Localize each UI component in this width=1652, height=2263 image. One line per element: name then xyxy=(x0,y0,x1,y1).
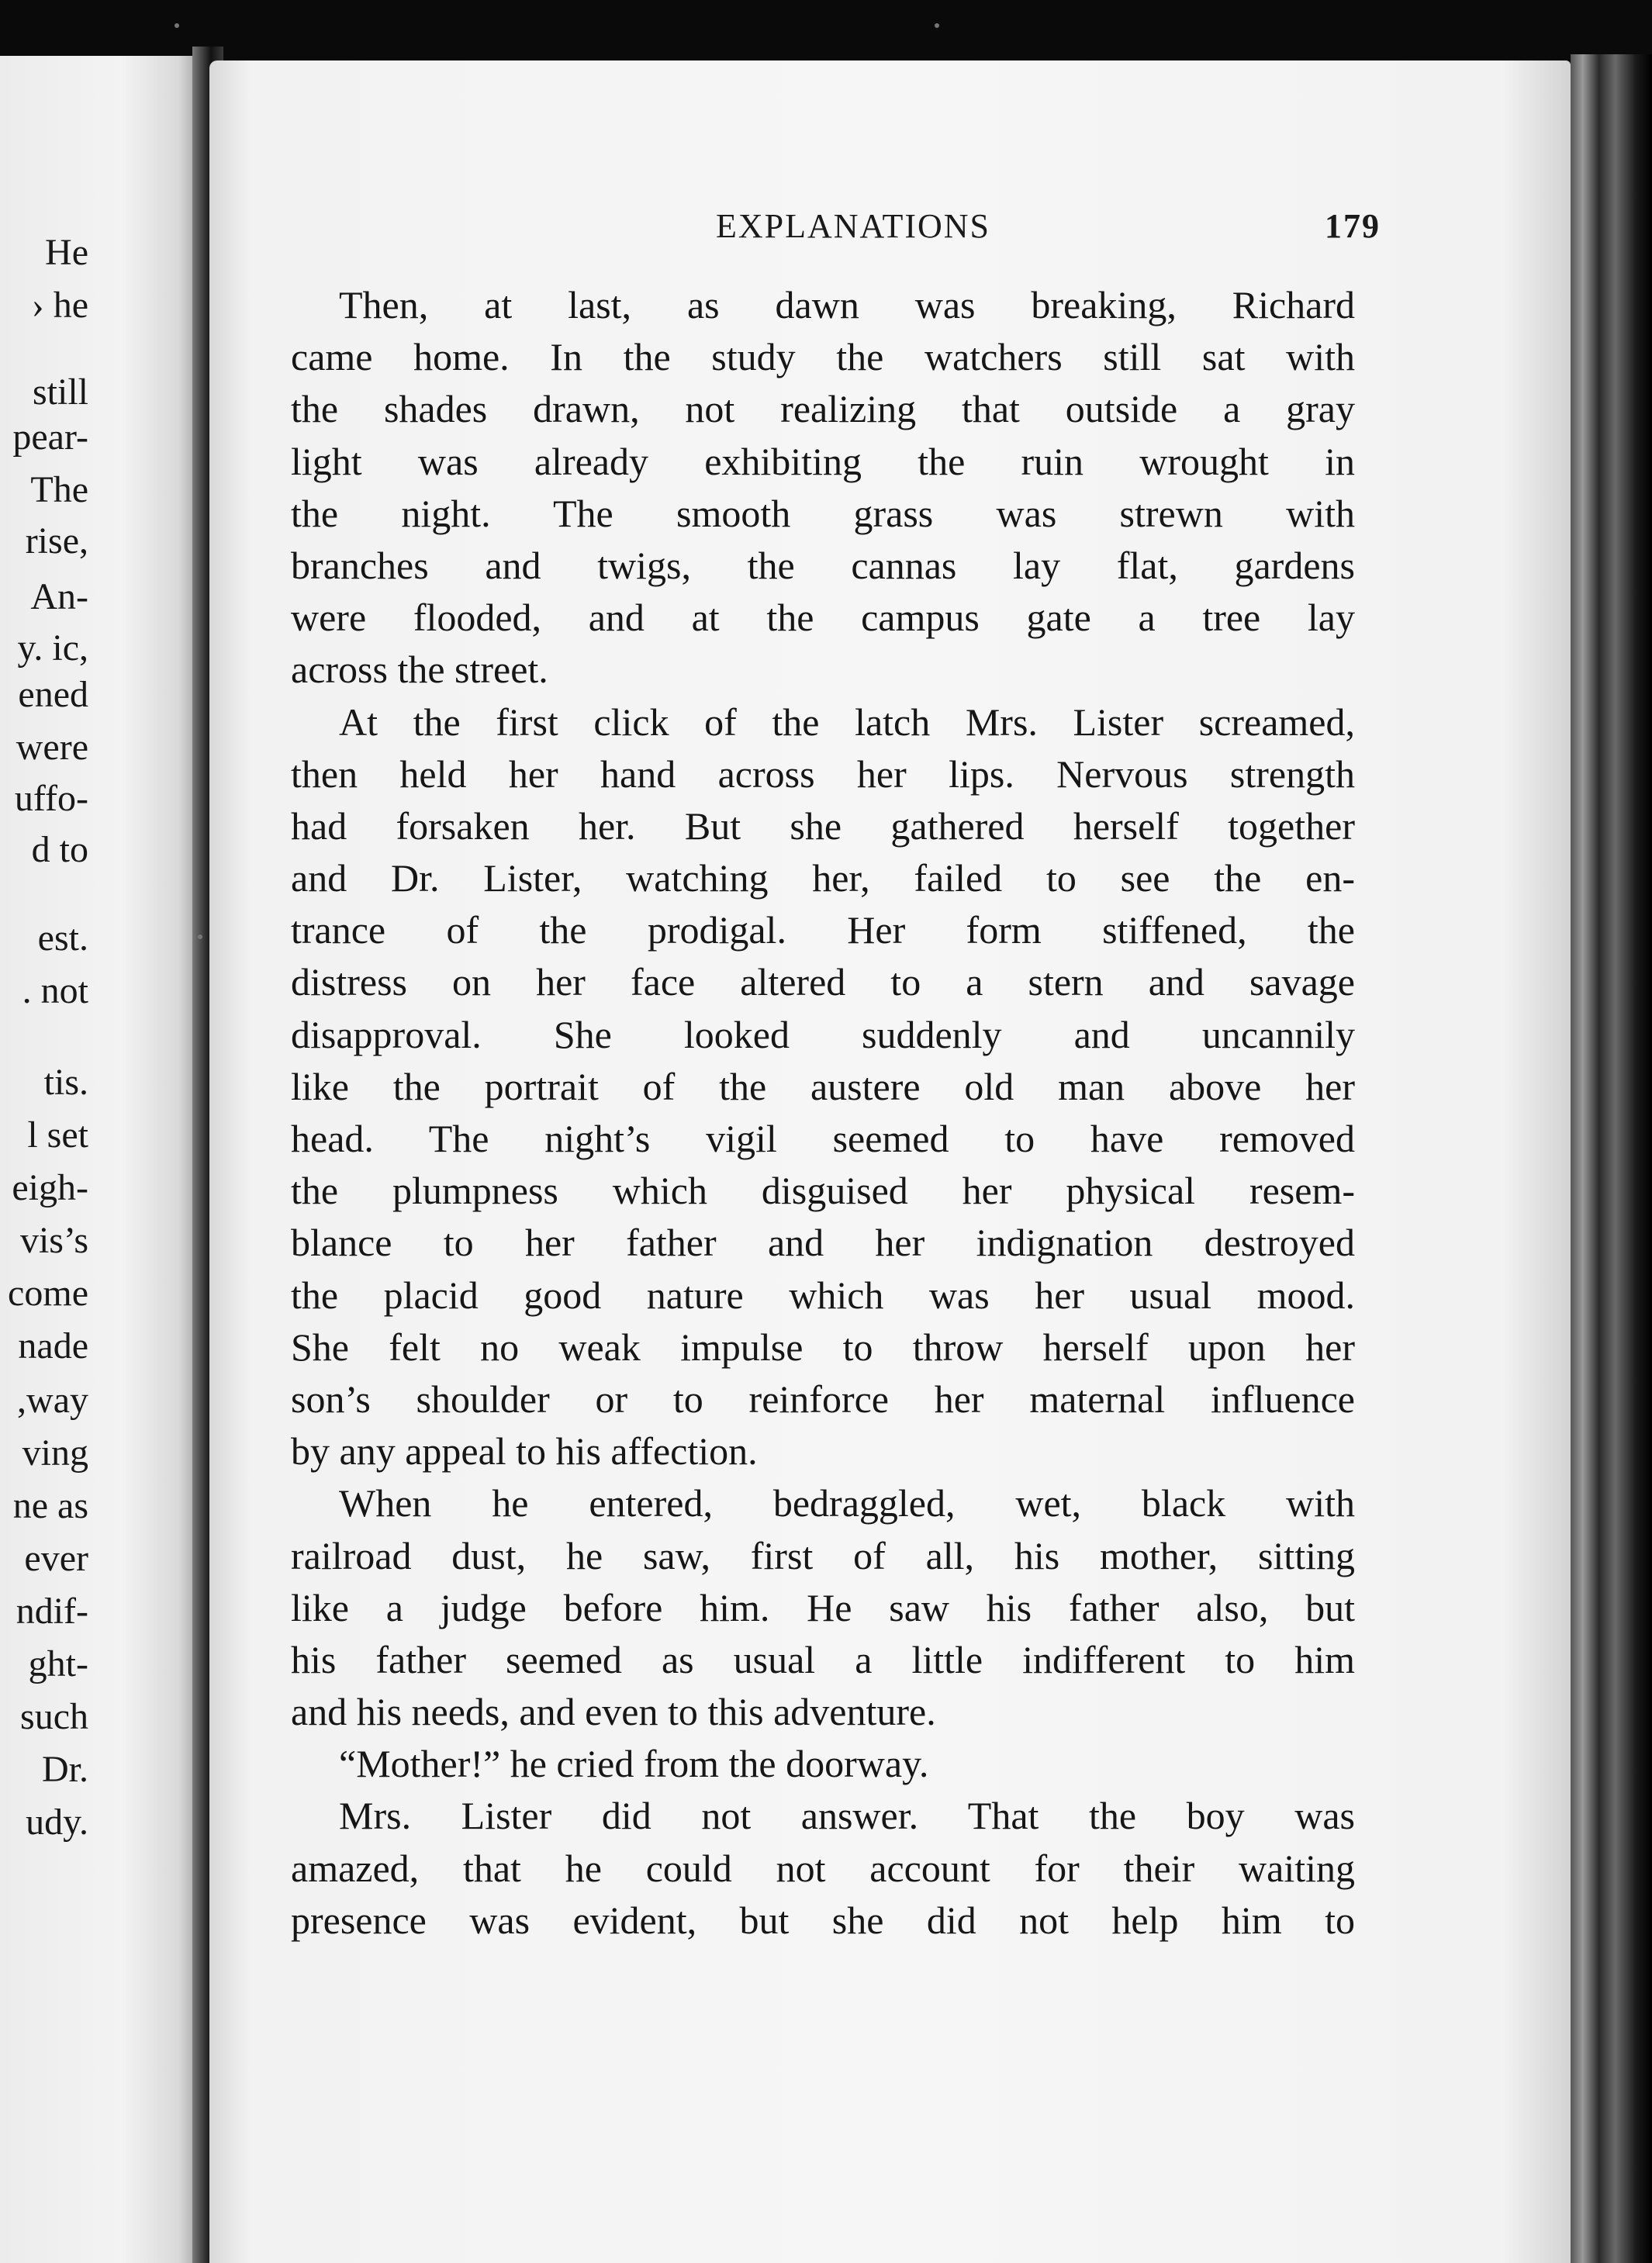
text-line: trance of the prodigal. Her form stiffened, the xyxy=(291,908,1355,952)
left-page-line: nade xyxy=(18,1325,88,1366)
left-page-line: uffo- xyxy=(14,778,88,819)
left-page-line: ever xyxy=(24,1538,88,1579)
text-line: “Mother!” he cried from the doorway. xyxy=(339,1742,929,1786)
text-line: the shades drawn, not realizing that outside a gray xyxy=(291,387,1355,431)
text-line: light was already exhibiting the ruin wrought in xyxy=(291,439,1355,483)
page-number: 179 xyxy=(1325,207,1381,245)
left-page-line: still xyxy=(32,371,88,413)
text-line: were flooded, and at the campus gate a tree lay xyxy=(291,596,1355,640)
text-line: When he entered, bedraggled, wet, black with xyxy=(339,1481,1355,1525)
text-line: disapproval. She looked suddenly and uncannily xyxy=(291,1012,1355,1056)
left-page-line: He xyxy=(45,232,88,273)
left-page-line: were xyxy=(16,727,88,768)
left-page-line: pear- xyxy=(12,416,88,458)
left-page-line: y. ic, xyxy=(17,627,88,669)
text-line: head. The night’s vigil seemed to have removed xyxy=(291,1117,1355,1160)
dust-speck xyxy=(935,23,939,28)
text-line: Then, at last, as dawn was breaking, Richard xyxy=(339,283,1355,326)
dust-speck xyxy=(198,935,202,939)
text-line: blance to her father and her indignation destroyed xyxy=(291,1221,1355,1265)
left-page-line: vis’s xyxy=(19,1220,88,1261)
text-line: the night. The smooth grass was strewn with xyxy=(291,491,1355,535)
left-page-line: ,way xyxy=(17,1380,88,1421)
dust-speck xyxy=(175,23,179,28)
left-page-line: ght- xyxy=(28,1643,88,1684)
left-page-line: An- xyxy=(30,576,88,617)
left-page-line: l set xyxy=(27,1114,88,1156)
text-line: the placid good nature which was her usual mood. xyxy=(291,1273,1355,1317)
text-line: railroad dust, he saw, first of all, his mother, sitting xyxy=(291,1533,1355,1577)
left-facing-page xyxy=(0,56,203,2263)
text-line: the plumpness which disguised her physical resem- xyxy=(291,1169,1355,1213)
left-page-line: ving xyxy=(22,1432,88,1474)
left-page-line: › he xyxy=(31,285,88,326)
text-line: branches and twigs, the cannas lay flat, gardens xyxy=(291,543,1355,587)
left-page-line: rise, xyxy=(25,520,88,561)
left-page-line: come xyxy=(8,1273,88,1314)
body-text xyxy=(291,279,1355,1947)
text-line: then held her hand across her lips. Nervous strength xyxy=(291,751,1355,796)
text-line: Mrs. Lister did not answer. That the boy was xyxy=(339,1794,1355,1838)
text-line: across the street. xyxy=(291,648,548,692)
running-title: EXPLANATIONS xyxy=(716,207,990,245)
left-page-line: udy. xyxy=(26,1802,88,1843)
text-line: like the portrait of the austere old man above her xyxy=(291,1064,1355,1108)
left-page-line: . not xyxy=(22,970,88,1011)
text-line: like a judge before him. He saw his father also, but xyxy=(291,1585,1355,1629)
left-page-line: ne as xyxy=(12,1485,88,1526)
text-line: At the first click of the latch Mrs. Lister screamed, xyxy=(339,700,1355,744)
text-line: had forsaken her. But she gathered herself together xyxy=(291,803,1355,848)
left-page-line: The xyxy=(30,469,88,510)
text-line: amazed, that he could not account for their waiting xyxy=(291,1846,1355,1890)
text-line: distress on her face altered to a stern and savage xyxy=(291,960,1355,1004)
scan-top-border xyxy=(0,0,1652,66)
text-line: and his needs, and even to this adventure. xyxy=(291,1690,936,1734)
left-page-line: Dr. xyxy=(42,1749,88,1790)
left-page-line: ndif- xyxy=(16,1591,88,1632)
left-page-line: d to xyxy=(31,829,88,870)
text-line: presence was evident, but she did not help him to xyxy=(291,1898,1355,1942)
text-line: his father seemed as usual a little indifferent to him xyxy=(291,1637,1355,1681)
text-line: came home. In the study the watchers still sat with xyxy=(291,335,1355,379)
page-edge-shadow xyxy=(1571,54,1652,2263)
text-line: She felt no weak impulse to throw herself upon her xyxy=(291,1325,1355,1369)
left-page-line: such xyxy=(20,1696,88,1737)
left-page-line: tis. xyxy=(43,1062,88,1103)
text-line: by any appeal to his affection. xyxy=(291,1429,758,1474)
text-line: son’s shoulder or to reinforce her maternal influence xyxy=(291,1377,1355,1421)
left-page-line: est. xyxy=(37,917,88,959)
text-line: and Dr. Lister, watching her, failed to see the en- xyxy=(291,856,1355,900)
left-page-line: ened xyxy=(18,674,88,715)
left-page-line: eigh- xyxy=(12,1167,88,1208)
